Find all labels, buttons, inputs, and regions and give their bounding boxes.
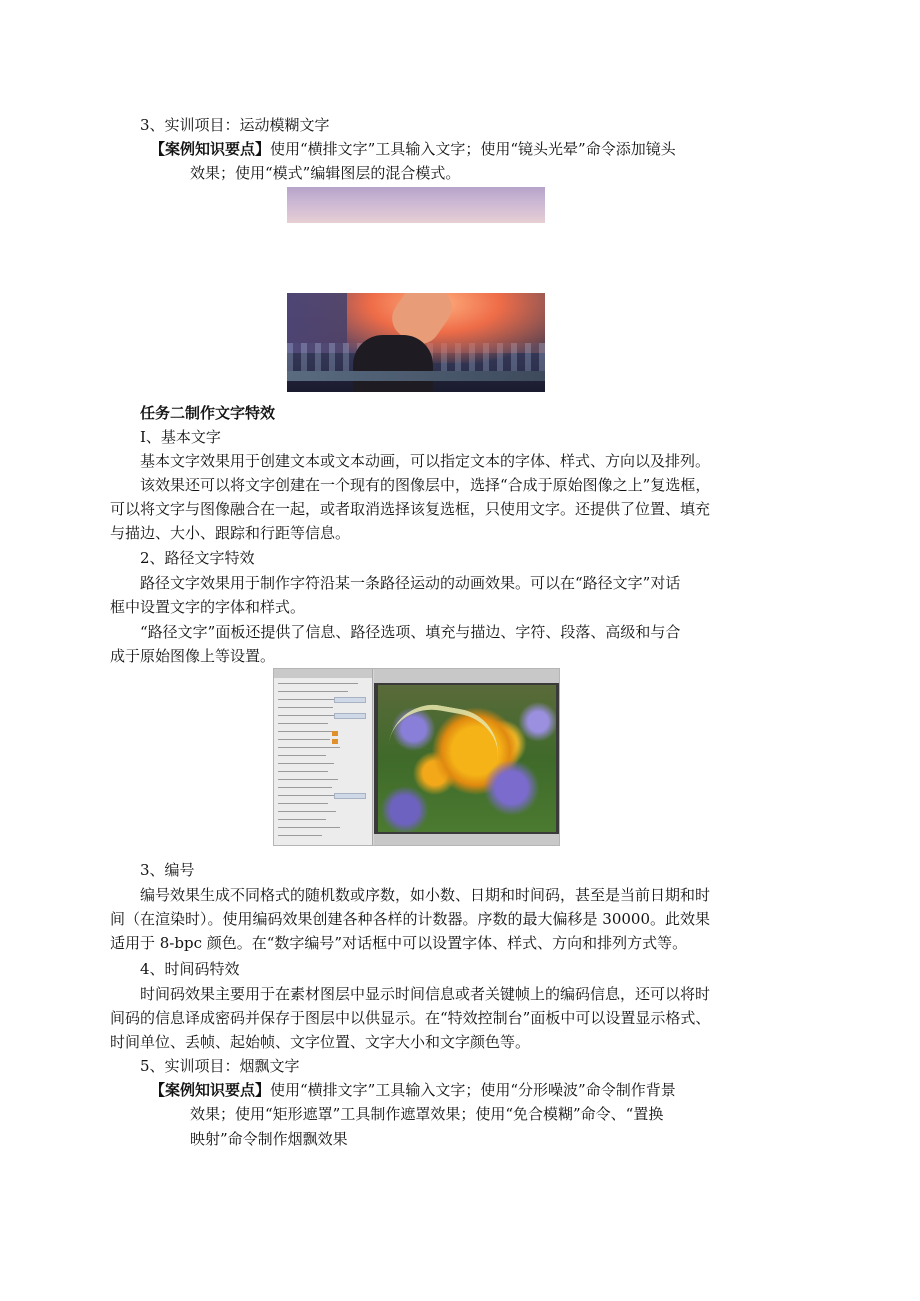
- section3-heading: 3、实训项目：运动模糊文字: [140, 116, 330, 134]
- panel-row: [278, 739, 330, 740]
- effect-controls-panel: [274, 669, 373, 845]
- basic-text-heading: I、基本文字: [140, 428, 221, 446]
- numbers-line1: 编号效果生成不同格式的随机数或序数，如小数、日期和时间码，甚至是当前日期和时: [140, 886, 711, 904]
- timecode-line3: 时间单位、丢帧、起始帧、文字位置、文字大小和文字颜色等。: [110, 1033, 531, 1051]
- viewer-title-bar: [374, 669, 559, 683]
- path-text-heading: 2、路径文字特效: [140, 549, 255, 567]
- panel-row: [278, 755, 326, 756]
- section3-tip-line1: [150, 137, 676, 161]
- panel-title-bar: [274, 669, 372, 678]
- path-text-software-screenshot: [273, 668, 560, 846]
- timecode-heading: 4、时间码特效: [140, 960, 240, 978]
- pants-shape: [353, 335, 433, 392]
- composition-viewer: [374, 669, 559, 845]
- panel-row: [278, 827, 340, 828]
- tip-text: 使用“横排文字”工具输入文字；使用“镜头光晕”命令添加镜头: [270, 140, 676, 158]
- project5-heading: 5、实训项目：烟飘文字: [140, 1057, 300, 1075]
- path-text-p2-line2: 成于原始图像上等设置。: [110, 647, 276, 665]
- numbers-line3: 适用于 8-bpc 颜色。在“数字编号”对话框中可以设置字体、样式、方向和排列方式等。: [110, 934, 688, 952]
- path-text-p2-line1: “路径文字”面板还提供了信息、路径选项、填充与描边、字符、段落、高级和与合: [140, 623, 681, 641]
- motion-blur-text-banner-image: [287, 187, 545, 223]
- panel-field: [334, 793, 366, 799]
- timecode-line1: 时间码效果主要用于在素材图层中显示时间信息或者关键帧上的编码信息，还可以将时: [140, 985, 711, 1003]
- panel-row: [278, 811, 336, 812]
- panel-row: [278, 747, 340, 748]
- timecode-line2: 间码的信息译成密码并保存于图层中以供显示。在“特效控制台”面板中可以设置显示格式、: [110, 1009, 711, 1027]
- panel-row: [278, 819, 326, 820]
- panel-row: [278, 779, 338, 780]
- panel-row: [278, 835, 322, 836]
- color-swatch: [332, 731, 338, 736]
- panel-field: [334, 697, 366, 703]
- path-text-p1-line2: 框中设置文字的字体和样式。: [110, 598, 306, 616]
- panel-row: [278, 723, 328, 724]
- project5-tip-line2: 效果；使用“矩形遮罩”工具制作遮罩效果；使用“免合模糊”命令、“置换: [190, 1105, 664, 1123]
- basic-text-p2-line1: 该效果还可以将文字创建在一个现有的图像层中，选择“合成于原始图像之上”复选框，: [140, 476, 711, 494]
- path-text-arc: [389, 698, 505, 761]
- viewer-footer-bar: [374, 834, 559, 845]
- tip-label: 【案例知识要点】: [150, 140, 271, 158]
- panel-row: [278, 787, 332, 788]
- basic-text-p2-line2: 可以将文字与图像融合在一起，或者取消选择该复选框，只使用文字。还提供了位置、填充: [110, 500, 711, 518]
- lens-flare-photo-image: [287, 293, 545, 392]
- tip-text: 使用“横排文字”工具输入文字；使用“分形噪波”命令制作背景: [270, 1081, 676, 1099]
- panel-field: [334, 713, 366, 719]
- basic-text-p1: 基本文字效果用于创建文本或文本动画，可以指定文本的字体、样式、方向以及排列。: [140, 452, 711, 470]
- section3-tip-line2: 效果；使用“模式”编辑图层的混合模式。: [190, 164, 461, 182]
- task2-title: 任务二制作文字特效: [140, 404, 276, 422]
- project5-tip-line1: [150, 1078, 676, 1102]
- panel-row: [278, 683, 358, 684]
- rail-shape: [287, 371, 545, 381]
- tip-label: 【案例知识要点】: [150, 1081, 271, 1099]
- panel-row: [278, 699, 338, 700]
- panel-row: [278, 763, 334, 764]
- numbers-line2: 间（在渲染时）。使用编码效果创建各种各样的计数器。序数的最大偏移是 30000。此效果: [110, 910, 710, 928]
- basic-text-p2-line3: 与描边、大小、跟踪和行距等信息。: [110, 524, 351, 542]
- color-swatch: [332, 739, 338, 744]
- numbers-heading: 3、编号: [140, 861, 195, 879]
- panel-row: [278, 803, 328, 804]
- flower-photo: [378, 685, 556, 832]
- project5-tip-line3: 映射”命令制作烟飘效果: [190, 1130, 348, 1148]
- panel-row: [278, 691, 348, 692]
- panel-row: [278, 731, 336, 732]
- panel-row: [278, 771, 328, 772]
- path-text-p1-line1: 路径文字效果用于制作字符沿某一条路径运动的动画效果。可以在“路径文字”对话: [140, 574, 681, 592]
- panel-row: [278, 707, 333, 708]
